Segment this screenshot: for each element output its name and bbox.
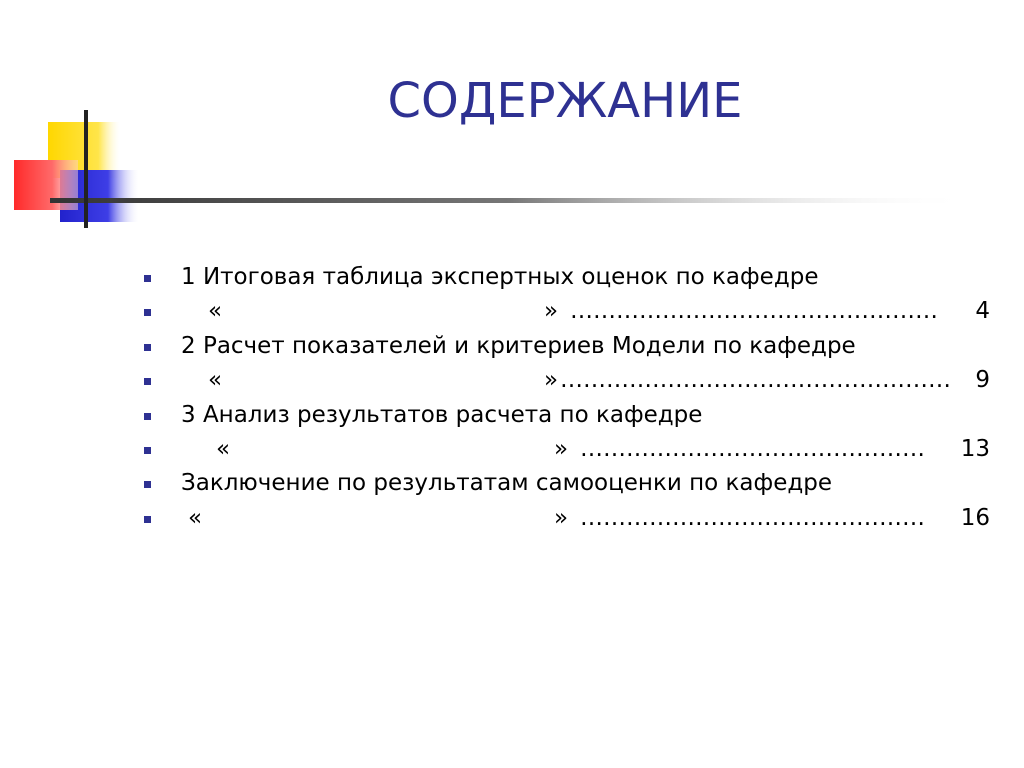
dot-leader: ……………………………………… xyxy=(580,435,925,462)
page-number: 13 xyxy=(960,435,990,462)
open-quote: « xyxy=(208,367,223,394)
horizontal-rule xyxy=(50,198,970,203)
open-quote: « xyxy=(188,504,203,531)
page-number: 16 xyxy=(960,504,990,531)
page-title: СОДЕРЖАНИЕ xyxy=(387,73,743,129)
list-item xyxy=(144,294,1004,328)
page-number: 4 xyxy=(975,298,990,325)
page-number: 9 xyxy=(975,367,990,394)
open-quote: « xyxy=(208,298,223,325)
list-item xyxy=(144,466,1004,500)
bullet-icon xyxy=(144,344,151,351)
close-quote: » xyxy=(544,367,559,394)
toc-heading: 2 Расчет показателей и критериев Модели по кафедре xyxy=(181,332,856,359)
close-quote: » xyxy=(554,435,569,462)
close-quote: » xyxy=(544,298,559,325)
bullet-icon xyxy=(144,516,151,523)
list-item xyxy=(144,329,1004,363)
bullet-icon xyxy=(144,447,151,454)
list-item xyxy=(144,432,1004,466)
toc-heading: 3 Анализ результатов расчета по кафедре xyxy=(181,401,703,428)
dot-leader: …………………………………………… xyxy=(560,367,951,394)
dot-leader: ………………………………………… xyxy=(570,298,938,325)
list-item xyxy=(144,363,1004,397)
bullet-icon xyxy=(144,309,151,316)
close-quote: » xyxy=(554,504,569,531)
dot-leader: ……………………………………… xyxy=(580,504,925,531)
list-item xyxy=(144,501,1004,535)
toc-heading: 1 Итоговая таблица экспертных оценок по кафедре xyxy=(181,264,819,290)
bullet-icon xyxy=(144,481,151,488)
bullet-icon xyxy=(144,413,151,420)
open-quote: « xyxy=(216,435,231,462)
bullet-icon xyxy=(144,275,151,282)
table-of-contents xyxy=(144,260,1004,535)
bullet-icon xyxy=(144,378,151,385)
list-item xyxy=(144,260,1004,294)
list-item xyxy=(144,398,1004,432)
toc-heading: Заключение по результатам самооценки по кафедре xyxy=(181,470,832,497)
